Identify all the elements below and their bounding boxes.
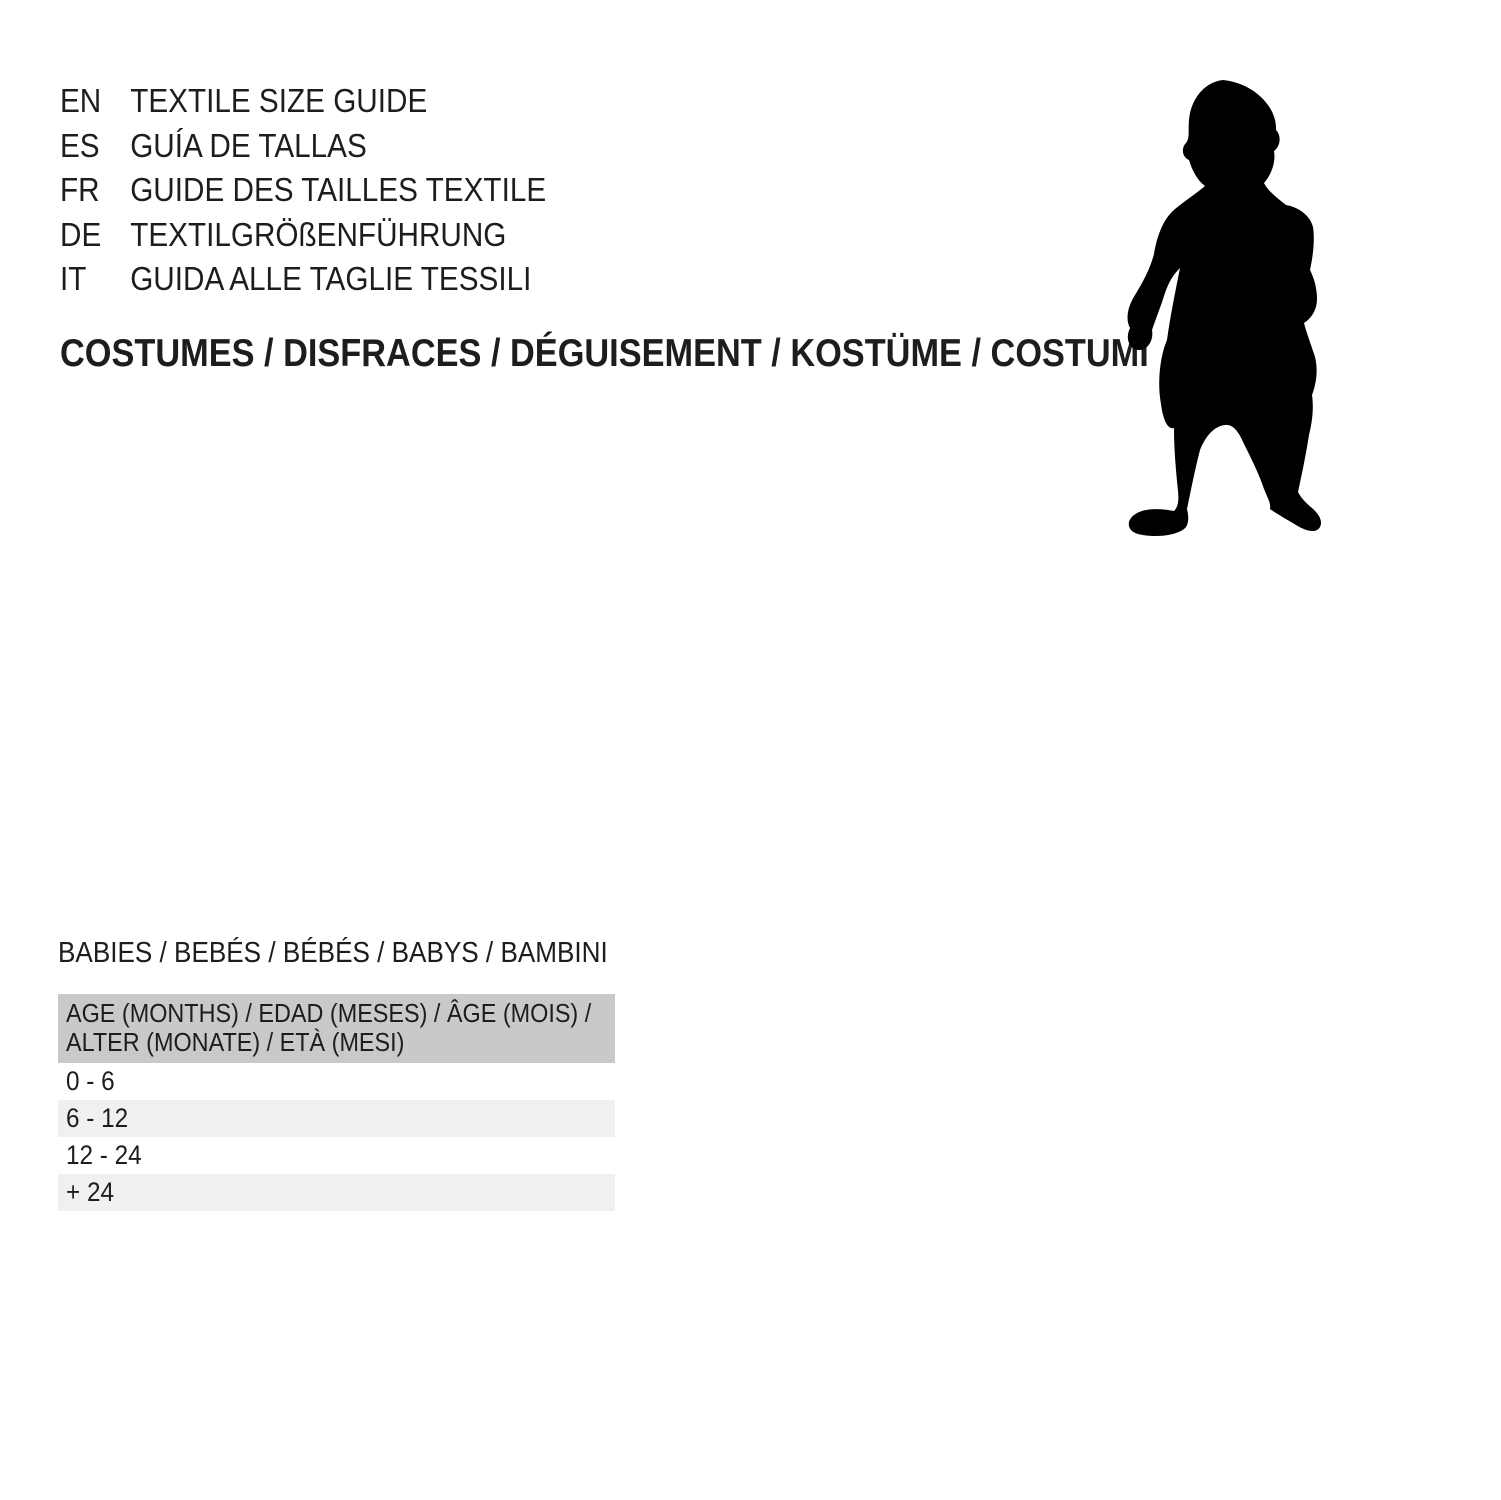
- baby-silhouette-icon: [1125, 78, 1325, 541]
- language-title: GUÍA DE TALLAS: [130, 126, 367, 164]
- table-header-line2: ALTER (MONATE) / ETÀ (MESI): [66, 1027, 405, 1057]
- table-header: [58, 994, 615, 1063]
- age-range-value: 0 - 6: [66, 1066, 115, 1096]
- language-guide-list: [60, 79, 546, 302]
- table-row: [58, 1137, 615, 1174]
- language-code: ES: [60, 126, 100, 164]
- language-code: FR: [60, 171, 100, 209]
- language-code: IT: [60, 260, 87, 298]
- baby-silhouette-figure: [1125, 78, 1325, 541]
- age-range-value: 6 - 12: [66, 1103, 129, 1133]
- age-range-value: + 24: [66, 1177, 114, 1207]
- language-title: TEXTILGRÖßENFÜHRUNG: [130, 215, 507, 253]
- language-row-fr: [60, 168, 546, 213]
- table-row: [58, 1063, 615, 1100]
- table-row: [58, 1100, 615, 1137]
- language-code: DE: [60, 215, 102, 253]
- babies-age-size-table: [58, 994, 615, 1211]
- table-row: [58, 1174, 615, 1211]
- language-row-de: [60, 213, 546, 258]
- category-title: COSTUMES / DISFRACES / DÉGUISEMENT / KOSTÜME / COSTUMI: [60, 332, 1149, 375]
- language-title: GUIDE DES TAILLES TEXTILE: [130, 171, 547, 209]
- language-title: TEXTILE SIZE GUIDE: [130, 82, 428, 120]
- language-title: GUIDA ALLE TAGLIE TESSILI: [130, 260, 532, 298]
- language-row-es: [60, 124, 546, 169]
- language-code: EN: [60, 82, 102, 120]
- language-row-en: [60, 79, 546, 124]
- table-header-line1: AGE (MONTHS) / EDAD (MESES) / ÂGE (MOIS) /: [66, 998, 592, 1028]
- language-row-it: [60, 257, 546, 302]
- babies-section-title: BABIES / BEBÉS / BÉBÉS / BABYS / BAMBINI: [58, 937, 608, 969]
- age-range-value: 12 - 24: [66, 1140, 142, 1170]
